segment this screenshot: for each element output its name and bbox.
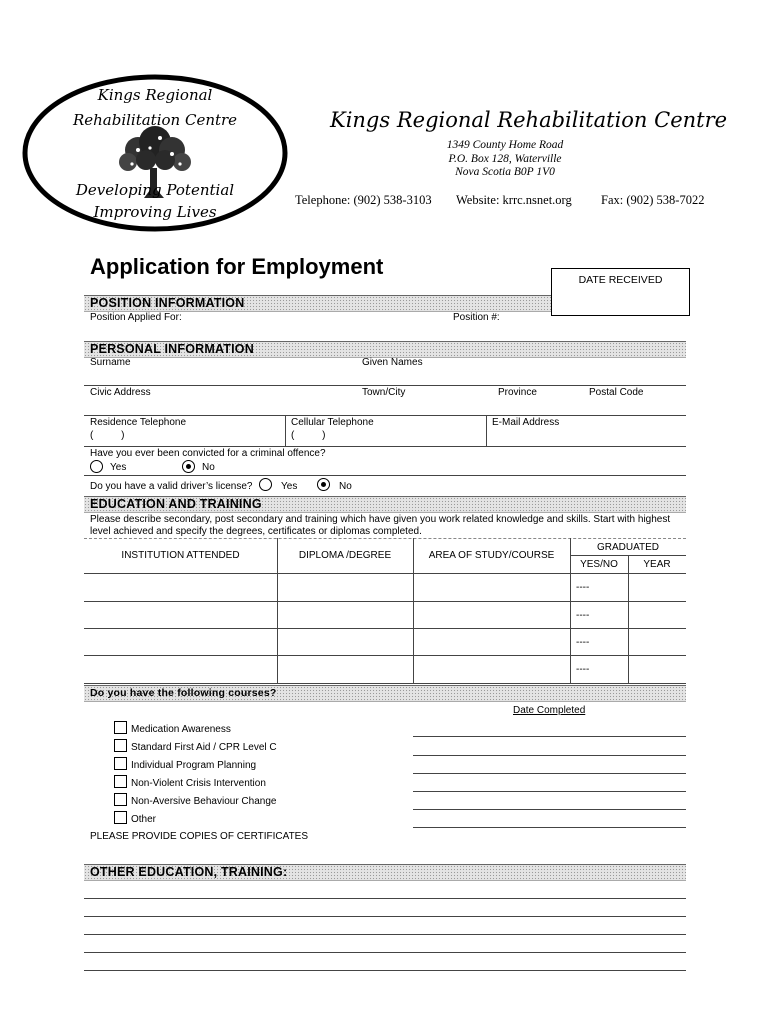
writing-line[interactable] [84,970,686,971]
personal-header-text: PERSONAL INFORMATION [90,342,254,356]
row-yesno: ---- [576,582,590,593]
education-section-header [84,496,686,513]
course-label: Non-Aversive Behaviour Change [131,796,277,807]
residence-tel-field[interactable] [84,416,284,446]
org-name: Kings Regional Rehabilitation Centre [330,108,728,132]
col-year: YEAR [643,559,671,570]
org-website: Website: krrc.nsnet.org [456,193,572,207]
col-diploma: DIPLOMA /DEGREE [298,550,392,561]
org-address-1: 1349 County Home Road [446,139,564,151]
col-institution: INSTITUTION ATTENDED [121,550,240,561]
postal-code-field[interactable] [586,386,686,414]
given-names-label: Given Names [362,357,423,368]
criminal-yes-label: Yes [110,462,127,473]
course-checkbox[interactable] [114,793,127,806]
education-description-2: level achieved and specify the degrees, certificates or diplomas completed. [90,526,422,537]
license-yes-label: Yes [281,481,298,492]
course-label: Other [131,814,157,825]
date-line[interactable] [413,809,686,810]
org-address-3: Nova Scotia B0P 1V0 [455,166,555,178]
other-education-header-text: OTHER EDUCATION, TRAINING: [90,865,288,879]
town-city-label: Town/City [362,387,406,398]
license-question: Do you have a valid driver’s license? [90,481,253,492]
civic-address-field[interactable] [84,386,354,414]
col-area: AREA OF STUDY/COURSE [428,550,555,561]
table-row[interactable] [84,574,686,600]
courses-header-text: Do you have the following courses? [90,687,277,699]
logo-bottom-line2: Improving Lives [93,203,217,221]
given-names-field[interactable] [356,356,686,384]
writing-line[interactable] [84,934,686,935]
col-yesno: YES/NO [580,559,618,570]
course-checkbox[interactable] [114,811,127,824]
logo-bottom-line1: Developing Potential [75,181,235,199]
date-line[interactable] [413,827,686,828]
date-line[interactable] [413,755,686,756]
logo-top-line2: Rehabilitation Centre [72,111,238,129]
town-city-field[interactable] [356,386,492,414]
criminal-yes-radio[interactable] [90,460,103,473]
position-header-text: POSITION INFORMATION [90,296,245,310]
criminal-question: Have you ever been convicted for a criminal offence? [90,448,326,459]
org-address-2: P.O. Box 128, Waterville [448,153,562,165]
org-telephone: Telephone: (902) 538-3103 [295,193,432,207]
other-education-section-header [84,864,686,881]
surname-field[interactable] [84,356,354,384]
logo-top-line1: Kings Regional [97,86,213,104]
education-description-1: Please describe secondary, post secondary and training which have given you work related knowledge and skills. Start with highest [90,514,671,525]
course-label: Individual Program Planning [131,760,257,771]
course-label: Medication Awareness [131,724,231,735]
cell-tel-paren: ( ) [291,430,326,441]
row-yesno: ---- [576,664,590,675]
certificates-note: PLEASE PROVIDE COPIES OF CERTIFICATES [90,831,309,842]
row-yesno: ---- [576,637,590,648]
date-line[interactable] [413,773,686,774]
criminal-no-radio[interactable] [182,460,195,473]
course-label: Standard First Aid / CPR Level C [131,742,277,753]
table-row[interactable] [84,629,686,654]
writing-line[interactable] [84,916,686,917]
residence-tel-label: Residence Telephone [90,417,187,428]
org-fax: Fax: (902) 538-7022 [601,193,705,207]
page-title: Application for Employment [90,254,384,279]
course-checkbox[interactable] [114,775,127,788]
table-row[interactable] [84,602,686,627]
writing-line[interactable] [84,952,686,953]
courses-section-header [84,685,686,702]
position-number-label: Position #: [453,312,500,323]
course-checkbox[interactable] [114,721,127,734]
license-yes-radio[interactable] [259,478,272,491]
education-header-text: EDUCATION AND TRAINING [90,497,262,511]
criminal-no-label: No [202,462,215,473]
position-applied-field[interactable] [84,310,551,334]
license-no-label: No [339,481,352,492]
col-graduated: GRADUATED [596,542,660,553]
license-no-radio[interactable] [317,478,330,491]
email-label: E-Mail Address [492,417,560,428]
email-field[interactable] [488,416,686,446]
row-yesno: ---- [576,610,590,621]
cell-tel-label: Cellular Telephone [291,417,374,428]
civic-address-label: Civic Address [90,387,151,398]
position-applied-label: Position Applied For: [90,312,182,323]
course-checkbox[interactable] [114,739,127,752]
residence-tel-paren: ( ) [90,430,125,441]
course-checkbox[interactable] [114,757,127,770]
date-line[interactable] [413,791,686,792]
date-received-label: DATE RECEIVED [578,274,663,286]
date-line[interactable] [413,736,686,737]
date-completed-label: Date Completed [513,705,586,716]
table-row[interactable] [84,656,686,682]
course-label: Non-Violent Crisis Intervention [131,778,266,789]
postal-code-label: Postal Code [589,387,644,398]
province-label: Province [498,387,537,398]
surname-label: Surname [90,357,131,368]
province-field[interactable] [494,386,584,414]
cell-tel-field[interactable] [287,416,485,446]
writing-line[interactable] [84,898,686,899]
